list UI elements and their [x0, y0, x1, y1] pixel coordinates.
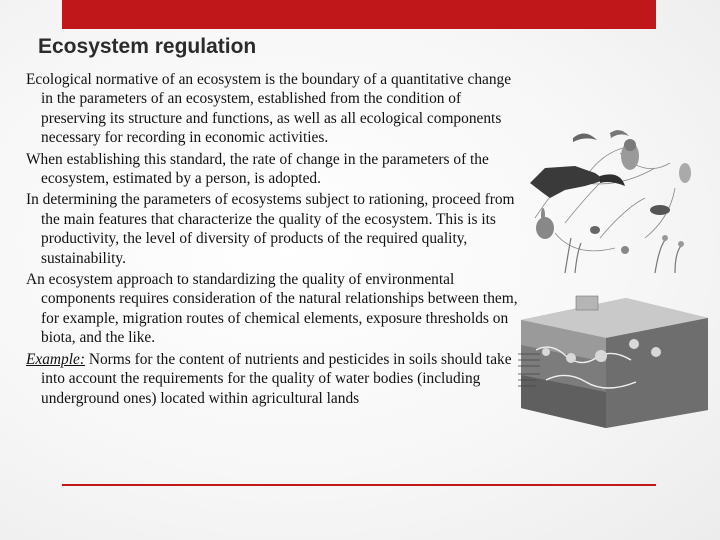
top-accent-bar [62, 0, 656, 29]
bottom-accent-line [62, 484, 656, 486]
paragraph-example [26, 350, 522, 408]
paragraph-approach: An ecosystem approach to standardizing the quality of environmental components requires consideration of the natural relationships between them, for example, migration routes of chemical elements, exposure thresholds on biota, and the like. [26, 271, 518, 347]
paragraph-standard: When establishing this standard, the rate of change in the parameters of the ecosystem, estimated by a person, is adopted. [26, 150, 489, 188]
example-label: Example: [26, 350, 85, 368]
paragraph-parameters: In determining the parameters of ecosystems subject to rationing, proceed from the main features that characterize the quality of the ecosystem. This is its productivity, the level of diversity of products of the required quality, sustainability. [26, 191, 515, 267]
slide-title: Ecosystem regulation [38, 35, 257, 58]
soil-ecosystem-diagram [516, 290, 710, 430]
example-text: Norms for the content of nutrients and pesticides in soils should take into account the requirements for the quality of water bodies (including underground ones) located within agricultural lands [41, 350, 512, 407]
paragraph-normative: Ecological normative of an ecosystem is the boundary of a quantitative change in the parameters of an ecosystem, established from the condition of preserving its structure and functions, as well as all ecological components necessary for recording in economic activities. [26, 71, 512, 147]
food-web-illustration [525, 128, 705, 278]
slide-body [26, 70, 522, 410]
